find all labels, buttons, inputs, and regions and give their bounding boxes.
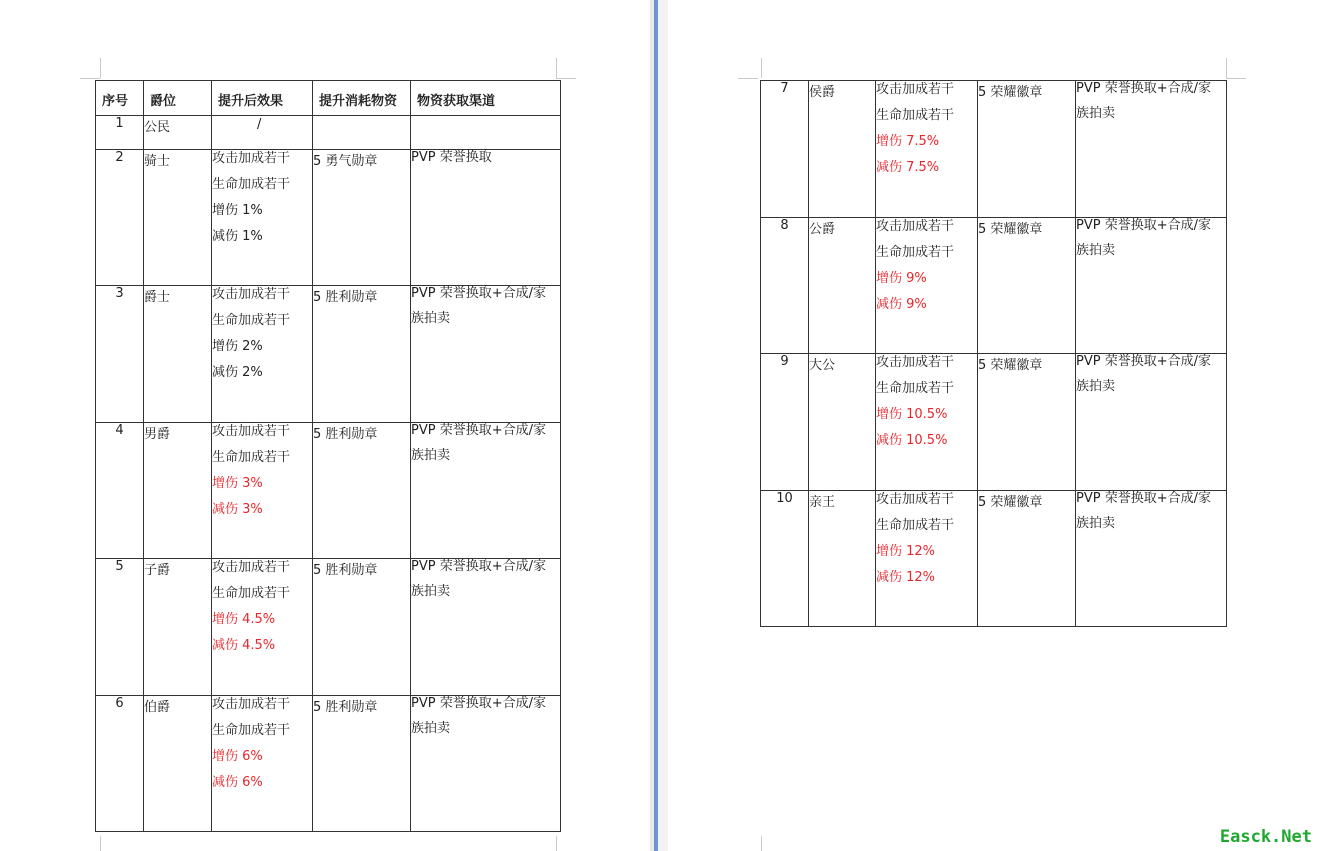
cell-rank: 子爵 — [144, 559, 212, 696]
effect-line: 攻击加成若干 — [876, 82, 955, 97]
document-page-left — [0, 0, 650, 851]
cell-rank: 骑士 — [144, 150, 212, 286]
effect-line: 减伤 7.5% — [876, 160, 940, 175]
header-no: 序号 — [96, 81, 144, 116]
cell-source — [411, 559, 561, 696]
effect-line: 生命加成若干 — [876, 245, 955, 260]
crop-mark — [100, 836, 101, 851]
source-line: PVP 荣誉换取+合成/家 — [1076, 81, 1211, 96]
crop-mark — [556, 836, 557, 851]
effect-line: 增伤 7.5% — [876, 134, 940, 149]
source-line: PVP 荣誉换取+合成/家 — [411, 423, 546, 438]
rank-table-left — [95, 80, 561, 832]
source-line: PVP 荣誉换取+合成/家 — [411, 286, 546, 301]
crop-mark — [761, 58, 762, 78]
cell-material: 5 荣耀徽章 — [978, 81, 1076, 218]
effect-line: 生命加成若干 — [212, 177, 291, 192]
effect-line: 攻击加成若干 — [876, 219, 955, 234]
effect-line: 减伤 3% — [212, 502, 263, 517]
table-row — [761, 218, 1227, 354]
source-line: PVP 荣誉换取+合成/家 — [1076, 354, 1211, 369]
effect-line: 减伤 4.5% — [212, 638, 276, 653]
cell-effect — [212, 559, 313, 696]
cell-source — [411, 116, 561, 150]
effect-line: 攻击加成若干 — [212, 151, 291, 166]
source-line: 族拍卖 — [1076, 516, 1116, 531]
cell-material: 5 勇气勋章 — [313, 150, 411, 286]
header-effect: 提升后效果 — [212, 81, 313, 116]
source-line: 族拍卖 — [411, 448, 451, 463]
effect-line: 攻击加成若干 — [876, 492, 955, 507]
cell-effect — [876, 218, 978, 354]
cell-effect — [212, 116, 313, 150]
cell-effect — [212, 696, 313, 832]
cell-no: 1 — [96, 116, 144, 150]
cell-effect — [212, 150, 313, 286]
source-line: PVP 荣誉换取+合成/家 — [1076, 491, 1211, 506]
table-row — [761, 491, 1227, 627]
cell-material — [313, 116, 411, 150]
table-row — [761, 354, 1227, 491]
rank-table-right — [760, 80, 1227, 627]
effect-line: 减伤 9% — [876, 297, 927, 312]
effect-line: 生命加成若干 — [212, 450, 291, 465]
table-row — [96, 696, 561, 832]
effect-line: 减伤 12% — [876, 570, 936, 585]
crop-mark — [556, 78, 576, 79]
cell-source — [1076, 354, 1227, 491]
crop-mark — [100, 58, 101, 78]
watermark: Easck.Net — [1219, 827, 1312, 847]
table-header-row — [96, 81, 561, 116]
effect-line: 减伤 2% — [212, 365, 263, 380]
source-line: 族拍卖 — [411, 584, 451, 599]
header-source: 物资获取渠道 — [411, 81, 561, 116]
cell-no: 4 — [96, 423, 144, 559]
header-rank: 爵位 — [144, 81, 212, 116]
effect-line: 生命加成若干 — [876, 518, 955, 533]
cell-no: 8 — [761, 218, 809, 354]
crop-mark — [556, 58, 557, 78]
effect-line: 攻击加成若干 — [212, 287, 291, 302]
cell-material: 5 胜利勋章 — [313, 286, 411, 423]
source-line: 族拍卖 — [1076, 106, 1116, 121]
source-line: 族拍卖 — [411, 311, 451, 326]
source-line: PVP 荣誉换取+合成/家 — [1076, 218, 1211, 233]
source-line: PVP 荣誉换取+合成/家 — [411, 559, 546, 574]
effect-line: 增伤 1% — [212, 203, 263, 218]
table-row — [96, 116, 561, 150]
source-line: 族拍卖 — [1076, 379, 1116, 394]
cell-no: 2 — [96, 150, 144, 286]
crop-mark — [738, 78, 758, 79]
effect-line: 减伤 10.5% — [876, 433, 948, 448]
page-gap — [658, 0, 668, 851]
source-line: PVP 荣誉换取 — [411, 150, 492, 165]
cell-rank: 爵士 — [144, 286, 212, 423]
table-row — [96, 559, 561, 696]
effect-line: 减伤 6% — [212, 775, 263, 790]
effect-line: 增伤 3% — [212, 476, 263, 491]
cell-material: 5 胜利勋章 — [313, 559, 411, 696]
source-line: 族拍卖 — [1076, 243, 1116, 258]
cell-source — [1076, 81, 1227, 218]
cell-rank: 公爵 — [809, 218, 876, 354]
cell-rank: 大公 — [809, 354, 876, 491]
table-row — [96, 286, 561, 423]
cell-source — [411, 286, 561, 423]
cell-rank: 侯爵 — [809, 81, 876, 218]
effect-line: 攻击加成若干 — [876, 355, 955, 370]
cell-material: 5 荣耀徽章 — [978, 218, 1076, 354]
crop-mark — [1226, 58, 1227, 78]
source-line: PVP 荣誉换取+合成/家 — [411, 696, 546, 711]
cell-no: 6 — [96, 696, 144, 832]
effect-line: 攻击加成若干 — [212, 697, 291, 712]
cell-no: 10 — [761, 491, 809, 627]
effect-line: 生命加成若干 — [212, 586, 291, 601]
cell-source — [411, 696, 561, 832]
effect-line: 增伤 6% — [212, 749, 263, 764]
effect-line: 增伤 9% — [876, 271, 927, 286]
cell-effect — [876, 354, 978, 491]
cell-rank: 伯爵 — [144, 696, 212, 832]
effect-line: 生命加成若干 — [212, 313, 291, 328]
crop-mark — [80, 78, 100, 79]
crop-mark — [761, 836, 762, 851]
effect-line: 生命加成若干 — [876, 108, 955, 123]
cell-rank: 男爵 — [144, 423, 212, 559]
cell-material: 5 荣耀徽章 — [978, 354, 1076, 491]
effect-line: 增伤 2% — [212, 339, 263, 354]
source-line: 族拍卖 — [411, 721, 451, 736]
effect-line: 减伤 1% — [212, 229, 263, 244]
effect-line: 增伤 12% — [876, 544, 936, 559]
cell-material: 5 荣耀徽章 — [978, 491, 1076, 627]
cell-no: 3 — [96, 286, 144, 423]
document-page-right — [668, 0, 1320, 851]
cell-effect — [212, 423, 313, 559]
cell-effect — [212, 286, 313, 423]
cell-no: 7 — [761, 81, 809, 218]
cell-source — [1076, 218, 1227, 354]
effect-line: 生命加成若干 — [212, 723, 291, 738]
cell-rank: 公民 — [144, 116, 212, 150]
crop-mark — [1226, 78, 1246, 79]
cell-source — [411, 150, 561, 286]
effect-line: 增伤 4.5% — [212, 612, 276, 627]
cell-material: 5 胜利勋章 — [313, 696, 411, 832]
cell-effect — [876, 81, 978, 218]
effect-line: / — [257, 117, 262, 132]
effect-line: 攻击加成若干 — [212, 424, 291, 439]
cell-material: 5 胜利勋章 — [313, 423, 411, 559]
cell-effect — [876, 491, 978, 627]
table-row — [96, 150, 561, 286]
cell-source — [1076, 491, 1227, 627]
cell-no: 9 — [761, 354, 809, 491]
header-material: 提升消耗物资 — [313, 81, 411, 116]
effect-line: 生命加成若干 — [876, 381, 955, 396]
cell-source — [411, 423, 561, 559]
table-row — [761, 81, 1227, 218]
cell-no: 5 — [96, 559, 144, 696]
cell-rank: 亲王 — [809, 491, 876, 627]
effect-line: 增伤 10.5% — [876, 407, 948, 422]
table-row — [96, 423, 561, 559]
effect-line: 攻击加成若干 — [212, 560, 291, 575]
